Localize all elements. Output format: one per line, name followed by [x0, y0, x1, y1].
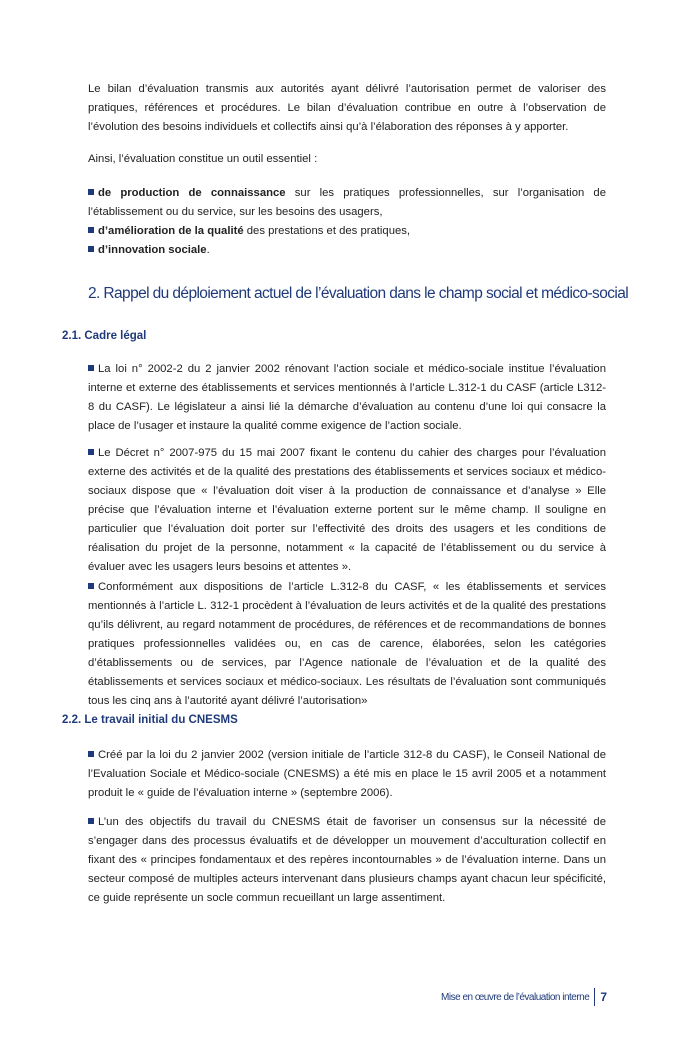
- square-bullet-icon: [88, 751, 94, 757]
- square-bullet-icon: [88, 365, 94, 371]
- page-footer: [441, 987, 607, 1007]
- list-item: [88, 241, 606, 260]
- bullet-bold-text: d’amélioration de la qualité: [98, 225, 244, 237]
- intro-paragraph: Le bilan d’évaluation transmis aux autorités ayant délivré l’autorisation permet de valoriser des pratiques, références et procédures. Le bilan d’évaluation contribue en outre à l’observation de l’évolution des besoins individuels et collectifs ainsi qu’à l’élaboration des réponses à y apporter.: [88, 83, 606, 133]
- square-bullet-icon: [88, 449, 94, 455]
- page-number: 7: [600, 990, 607, 1004]
- square-bullet-icon: [88, 583, 94, 589]
- list-item-text: L’un des objectifs du travail du CNESMS était de favoriser un consensus sur la nécessité de s’engager dans des processus évaluatifs et de développer un mouvement d’acculturation collectif en fixant des « principes fondamentaux et des repères incontournables » de l’évaluation interne. Dans un secteur composé de multiples acteurs intervenant dans plusieurs champs ayant chacun leur spécificité, ce guide représente un socle commun recueillant un large assentiment.: [88, 816, 606, 904]
- section-heading: 2. Rappel du déploiement actuel de l’évaluation dans le champ social et médico-social: [88, 285, 629, 302]
- footer-title: Mise en œuvre de l’évaluation interne: [441, 991, 590, 1003]
- list-item: [88, 184, 606, 222]
- bullet-list: [88, 184, 606, 260]
- list-item: [88, 360, 606, 436]
- list-item-text: Le Décret n° 2007-975 du 15 mai 2007 fixant le contenu du cahier des charges pour l’évaluation externe des activités et de la qualité des prestations des établissements et services sociaux et médico-sociaux dispose que « l’évaluation doit viser à la production de connaissance et d’analyse » Elle précise que l’évaluation interne et l’évaluation externe portent sur le même champ. Il souligne en particulier que l’évaluation doit porter sur l’effectivité des droits des usagers et les conditions de réalisation du projet de la personne, notamment « la capacité de l’établissement ou du service à évaluer avec les usagers leurs besoins et attentes ».: [88, 447, 606, 573]
- list-item: [88, 746, 606, 803]
- subsection-heading-cnesms: 2.2. Le travail initial du CNESMS: [62, 714, 238, 726]
- list-item: [88, 813, 606, 908]
- list-item: [88, 222, 606, 241]
- list-item: [88, 578, 606, 711]
- bullet-text: sur les pratiques professionnelles, sur l’organisation de l’établissement ou du service, sur les besoins des usagers,: [88, 187, 606, 218]
- bullet-bold-text: d’innovation sociale: [98, 244, 207, 256]
- bullet-bold-text: de production de connaissance: [98, 187, 286, 199]
- subsection-heading-cadre-legal: 2.1. Cadre légal: [62, 330, 147, 342]
- square-bullet-icon: [88, 227, 94, 233]
- list-item-text: Créé par la loi du 2 janvier 2002 (version initiale de l’article 312-8 du CASF), le Conseil National de l’Evaluation Sociale et Médico-sociale (CNESMS) a été mis en place le 15 avril 2005 et a notamment produit le « guide de l’évaluation interne » (septembre 2006).: [88, 749, 606, 799]
- square-bullet-icon: [88, 818, 94, 824]
- square-bullet-icon: [88, 246, 94, 252]
- ainsi-paragraph: Ainsi, l’évaluation constitue un outil essentiel :: [88, 153, 318, 165]
- list-item-text: La loi n° 2002-2 du 2 janvier 2002 rénovant l’action sociale et médico-sociale institue l’évaluation interne et externe des établissements et services mentionnés à l’article L.312-1 du CASF (article L312-8 du CASF). Le législateur a ainsi lié la démarche d’évaluation au contenu d’une loi qui consacre la place de l’usager et instaure la qualité comme exigence de l’action sociale.: [88, 363, 606, 432]
- footer-divider: [594, 988, 595, 1006]
- bullet-text: .: [206, 244, 210, 256]
- list-item-text: Conformément aux dispositions de l’article L.312-8 du CASF, « les établissements et services mentionnés à l’article L. 312-1 procèdent à l’évaluation de leurs activités et de la qualité des prestations qu’ils délivrent, au regard notamment de procédures, de références et de recommandations de bonnes pratiques professionnelles validées ou, en cas de carence, élaborées, selon les catégories d’établissements ou de services, par l’Agence nationale de l’évaluation et de la qualité des établissements et services sociaux et médico-sociaux. Les résultats de l’évaluation sont communiqués tous les cinq ans à l’autorité ayant délivré l’autorisation»: [88, 581, 606, 707]
- list-item: [88, 444, 606, 577]
- bullet-text: des prestations et des pratiques,: [243, 225, 411, 237]
- square-bullet-icon: [88, 189, 94, 195]
